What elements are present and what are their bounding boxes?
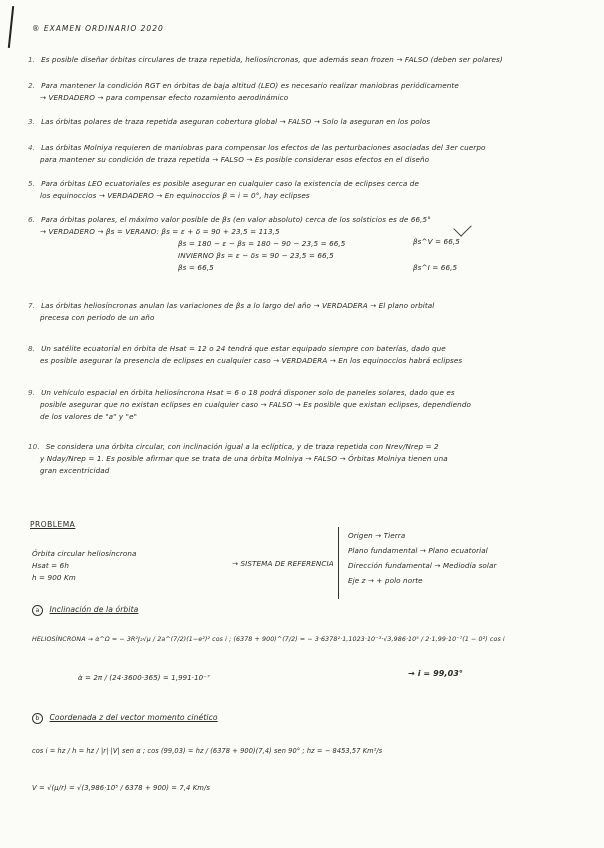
question-line — [28, 154, 580, 166]
question-line — [28, 465, 580, 477]
question-text: Para órbitas LEO ecuatoriales es posible asegurar en cualquier caso la existencia de eclipses cerca de — [41, 179, 419, 188]
question-line — [28, 80, 580, 92]
question-5 — [28, 178, 580, 202]
side-result: βs^V = 66,5 — [413, 237, 460, 246]
question-line — [28, 300, 580, 312]
question-number: 6. — [28, 215, 36, 224]
question-line — [28, 399, 580, 411]
question-number: 8. — [28, 344, 36, 353]
question-line — [28, 441, 580, 453]
question-line — [28, 312, 580, 324]
part-a-equation: HELIOSÍNCRONA → α̇^Ω = − 3R²J₂√μ / 2a^(7/2)(1−e²)² cos i ; (6378 + 900)^(7/2) = − 3·6378²·1,1023·10⁻³·√3,986·10⁵ / 2·1,99·10⁻⁷(1 − 0²) cos i — [32, 636, 505, 643]
question-7 — [28, 300, 580, 324]
part-a — [32, 604, 572, 616]
question-number: 4. — [28, 143, 36, 152]
part-a-alpha-rate: α̇ = 2π / (24·3600·365) = 1,991·10⁻⁷ — [78, 674, 210, 682]
question-line — [28, 116, 580, 128]
question-1 — [28, 54, 580, 66]
given-line: h = 900 Km — [32, 573, 76, 582]
reference-system-arrow: → SISTEMA DE REFERENCIA — [232, 559, 334, 568]
part-a-title: Inclinación de la órbita — [49, 605, 139, 614]
reference-line: Plano fundamental → Plano ecuatorial — [348, 546, 488, 555]
question-number: 10. — [28, 442, 40, 451]
question-line — [28, 190, 580, 202]
reference-system — [348, 528, 588, 588]
reference-line: Eje z → + polo norte — [348, 576, 423, 585]
question-9 — [28, 387, 580, 423]
reference-line: Dirección fundamental → Mediodía solar — [348, 561, 497, 570]
reference-brace — [338, 527, 339, 599]
question-number: 5. — [28, 179, 36, 188]
part-b-title: Coordenada z del vector momento cinético — [49, 713, 218, 722]
question-text: Se considera una órbita circular, con inclinación igual a la eclíptica, y de traza repetida con Nrev/Nrep = 2 — [45, 442, 439, 451]
part-a-label: a — [32, 605, 43, 616]
question-line — [28, 54, 580, 66]
given-line: Órbita circular heliosíncrona — [32, 549, 137, 558]
question-number: 1. — [28, 55, 36, 64]
problem-given — [32, 548, 232, 584]
question-line — [28, 142, 580, 154]
question-line — [28, 250, 580, 262]
question-6 — [28, 214, 580, 274]
part-b — [32, 712, 572, 724]
question-side-results — [413, 236, 460, 274]
question-text: Las órbitas Molniya requieren de maniobras para compensar los efectos de las perturbaciones asociadas del 3er cuerpo — [41, 143, 486, 152]
question-number: 7. — [28, 301, 36, 310]
question-number: 2. — [28, 81, 36, 90]
question-text: para mantener su condición de traza repetida → FALSO → Es posible considerar esos efectos en el diseño — [40, 155, 430, 164]
question-line — [28, 238, 580, 250]
question-line — [28, 411, 580, 423]
part-a-result: → i = 99,03° — [408, 669, 464, 678]
question-line — [28, 343, 580, 355]
question-4 — [28, 142, 580, 166]
question-10 — [28, 441, 580, 477]
question-text: INVIERNO βs = ε − δs = 90 − 23,5 = 66,5 — [178, 251, 334, 260]
question-line — [28, 226, 580, 238]
question-text: βs = 180 − ε − βs = 180 − 90 − 23,5 = 66,5 — [178, 239, 346, 248]
question-text: Para mantener la condición RGT en órbitas de baja altitud (LEO) es necesario realizar maniobras periódicamente — [41, 81, 459, 90]
question-text: → VERDADERO → βs = VERANO: βs = ε + δ = 90 + 23,5 = 113,5 — [40, 227, 280, 236]
question-line — [28, 262, 580, 274]
question-text: Un vehículo espacial en órbita heliosíncrona Hsat = 6 o 18 podrá disponer solo de paneles solares, dado que es — [41, 388, 455, 397]
exam-title: ® EXAMEN ORDINARIO 2020 — [32, 24, 164, 33]
question-line — [28, 355, 580, 367]
question-2 — [28, 80, 580, 104]
problem-heading: PROBLEMA — [30, 520, 76, 529]
question-text: gran excentricidad — [40, 466, 110, 475]
question-line — [28, 178, 580, 190]
question-text: Para órbitas polares, el máximo valor posible de βs (en valor absoluto) cerca de los solsticios es de 66,5° — [41, 215, 431, 224]
question-number: 9. — [28, 388, 36, 397]
question-text: βs = 66,5 — [178, 263, 214, 272]
question-3 — [28, 116, 580, 128]
reference-line: Origen → Tierra — [348, 531, 406, 540]
question-text: Es posible diseñar órbitas circulares de traza repetida, heliosíncronas, que además sean frozen → FALSO (deben ser polares) — [41, 55, 503, 64]
question-text: → VERDADERO → para compensar efecto rozamiento aerodinámico — [40, 93, 289, 102]
question-text: precesa con periodo de un año — [40, 313, 155, 322]
side-result: βs^I = 66,5 — [413, 263, 458, 272]
question-line — [28, 387, 580, 399]
part-b-velocity: V = √(μ/r) = √(3,986·10⁵ / 6378 + 900) = 7,4 Km/s — [32, 784, 211, 792]
question-number: 3. — [28, 117, 36, 126]
question-text: de los valores de "a" y "e" — [40, 412, 137, 421]
margin-stroke — [8, 6, 14, 48]
part-b-equation: cos i = hz / h = hz / |r| |V| sen α ; cos (99,03) = hz / (6378 + 900)(7,4) sen 90° ; hz = − 8453,57 Km²/s — [32, 747, 383, 755]
question-line — [28, 214, 580, 226]
question-text: es posible asegurar la presencia de eclipses en cualquier caso → VERDADERA → En los equinoccios habrá eclipses — [40, 356, 463, 365]
question-text: y Nday/Nrep = 1. Es posible afirmar que se trata de una órbita Molniya → FALSO → Órbitas Molniya tienen una — [40, 454, 448, 463]
question-text: Las órbitas heliosíncronas anulan las variaciones de βs a lo largo del año → VERDADERA → El plano orbital — [41, 301, 435, 310]
part-b-label: b — [32, 713, 43, 724]
question-text: Un satélite ecuatorial en órbita de Hsat = 12 o 24 tendrá que estar equipado siempre con baterías, dado que — [41, 344, 446, 353]
question-text: Las órbitas polares de traza repetida aseguran cobertura global → FALSO → Solo la aseguran en los polos — [41, 117, 431, 126]
question-line — [28, 453, 580, 465]
question-text: los equinoccios → VERDADERO → En equinoccios β = i = 0°, hay eclipses — [40, 191, 310, 200]
given-line: Hsat = 6h — [32, 561, 69, 570]
question-line — [28, 92, 580, 104]
question-8 — [28, 343, 580, 367]
question-text: posible asegurar que no existan eclipses en cualquier caso → FALSO → Es posible que existan eclipses, dependiendo — [40, 400, 471, 409]
